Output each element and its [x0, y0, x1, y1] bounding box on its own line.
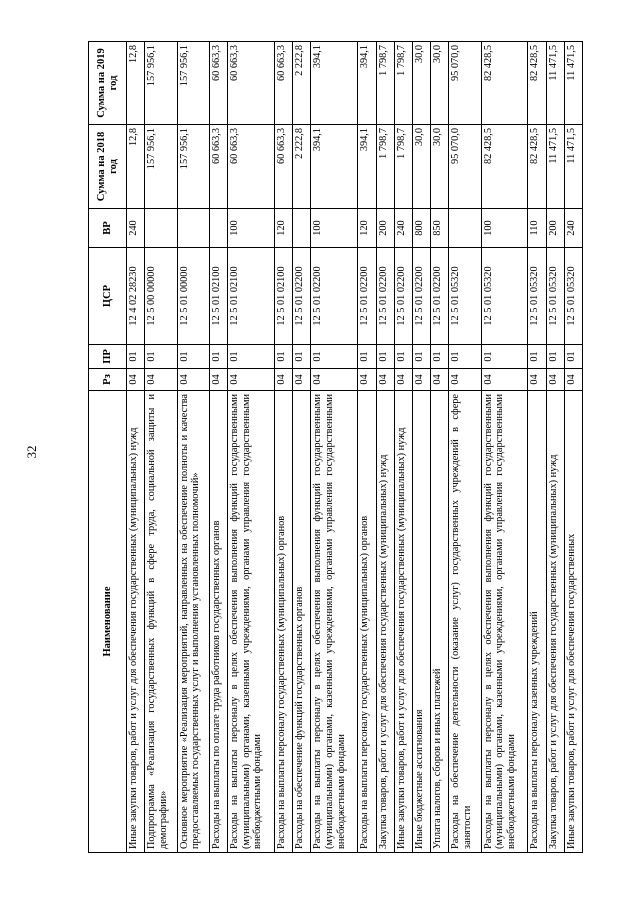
cell-name: Расходы на выплаты персоналу государственных (муниципальных) органов: [358, 391, 376, 853]
cell-pr: 01: [376, 345, 394, 369]
cell-sum-2018: 2 222,8: [293, 125, 311, 209]
cell-pr: 01: [358, 345, 376, 369]
cell-rz: 04: [376, 369, 394, 391]
cell-name: Иные закупки товаров, работ и услуг для обеспечения государственных: [564, 391, 582, 853]
cell-csr: 12 5 01 05320: [564, 248, 582, 345]
cell-vr: 800: [412, 209, 430, 248]
cell-sum-2018: 82 428,5: [528, 125, 546, 209]
cell-sum-2018: 60 663,3: [210, 125, 228, 209]
cell-csr: 12 5 01 02100: [228, 248, 275, 345]
cell-csr: 12 5 01 02200: [311, 248, 358, 345]
cell-pr: 01: [293, 345, 311, 369]
cell-name: Расходы на выплаты персоналу в целях обеспечения выполнения функций государственными (муниципальными) органами, казенными учреждениями, органами управления государственными внебюджетными фондами: [311, 391, 358, 853]
cell-rz: 04: [311, 369, 358, 391]
cell-vr: 240: [394, 209, 412, 248]
cell-name: Расходы на обеспечение функций государственных органов: [293, 391, 311, 853]
cell-csr: 12 5 00 00000: [145, 248, 178, 345]
cell-csr: 12 5 01 02200: [358, 248, 376, 345]
cell-rz: 04: [546, 369, 564, 391]
cell-csr: 12 5 01 02200: [412, 248, 430, 345]
cell-pr: 01: [311, 345, 358, 369]
table-row: [564, 42, 582, 853]
cell-name: Расходы на выплаты персоналу казенных учреждений: [528, 391, 546, 853]
cell-name: Расходы на выплаты персоналу государственных (муниципальных) органов: [275, 391, 293, 853]
cell-sum-2019: 11 471,5: [564, 42, 582, 125]
cell-name: Иные закупки товаров, работ и услуг для обеспечения государственных (муниципальных) нужд: [127, 391, 145, 853]
cell-sum-2019: 95 070,0: [449, 42, 482, 125]
cell-pr: 01: [145, 345, 178, 369]
cell-pr: 01: [481, 345, 528, 369]
cell-sum-2018: 394,1: [358, 125, 376, 209]
cell-sum-2018: 157 956,1: [145, 125, 178, 209]
cell-sum-2018: 12,8: [127, 125, 145, 209]
cell-sum-2019: 82 428,5: [481, 42, 528, 125]
cell-vr: 240: [564, 209, 582, 248]
cell-sum-2018: 95 070,0: [449, 125, 482, 209]
cell-sum-2018: 11 471,5: [546, 125, 564, 209]
cell-vr: 100: [311, 209, 358, 248]
header-name: Наименование: [89, 391, 127, 853]
cell-rz: 04: [275, 369, 293, 391]
table-row: [546, 42, 564, 853]
cell-rz: 04: [394, 369, 412, 391]
cell-sum-2019: 394,1: [311, 42, 358, 125]
cell-name: Основное мероприятие «Реализация мероприятий, направленных на обеспечение полноты и качества предоставляемых государственных услуг и выполнения установленных полномочий»: [177, 391, 210, 853]
cell-rz: 04: [412, 369, 430, 391]
table-row: [228, 42, 275, 853]
cell-sum-2019: 60 663,3: [210, 42, 228, 125]
cell-csr: 12 5 01 05320: [449, 248, 482, 345]
header-vr: ВР: [89, 209, 127, 248]
cell-sum-2019: 1 798,7: [376, 42, 394, 125]
cell-name: Иные закупки товаров, работ и услуг для обеспечения государственных (муниципальных) нужд: [394, 391, 412, 853]
cell-name: Расходы на выплаты по оплате труда работников государственных органов: [210, 391, 228, 853]
cell-vr: 100: [481, 209, 528, 248]
cell-rz: 04: [127, 369, 145, 391]
cell-pr: 01: [430, 345, 448, 369]
cell-csr: 12 5 01 02200: [394, 248, 412, 345]
cell-sum-2019: 1 798,7: [394, 42, 412, 125]
table-row: [145, 42, 178, 853]
table-header-row: [89, 42, 127, 853]
cell-rz: 04: [449, 369, 482, 391]
cell-sum-2018: 82 428,5: [481, 125, 528, 209]
cell-rz: 04: [430, 369, 448, 391]
cell-name: Расходы на выплаты персоналу в целях обеспечения выполнения функций государственными (муниципальными) органами, казенными учреждениями, органами управления государственными внебюджетными фондами: [481, 391, 528, 853]
cell-rz: 04: [210, 369, 228, 391]
cell-pr: 01: [394, 345, 412, 369]
cell-sum-2018: 30,0: [412, 125, 430, 209]
cell-csr: 12 5 01 02100: [275, 248, 293, 345]
cell-rz: 04: [528, 369, 546, 391]
cell-rz: 04: [358, 369, 376, 391]
page-number: 32: [24, 445, 39, 459]
cell-vr: [145, 209, 178, 248]
cell-csr: 12 5 01 02100: [210, 248, 228, 345]
table-row: [358, 42, 376, 853]
cell-pr: 01: [528, 345, 546, 369]
cell-sum-2018: 1 798,7: [376, 125, 394, 209]
cell-name: Закупка товаров, работ и услуг для обеспечения государственных (муниципальных) нужд: [376, 391, 394, 853]
cell-csr: 12 5 01 00000: [177, 248, 210, 345]
cell-rz: 04: [564, 369, 582, 391]
cell-pr: 01: [177, 345, 210, 369]
header-sum-2019: Сумма на 2019 год: [89, 42, 127, 125]
table-row: [127, 42, 145, 853]
cell-name: Иные бюджетные ассигнования: [412, 391, 430, 853]
cell-csr: 12 5 01 02200: [430, 248, 448, 345]
table-row: [177, 42, 210, 853]
header-csr: ЦСР: [89, 248, 127, 345]
cell-rz: 04: [293, 369, 311, 391]
cell-vr: 110: [528, 209, 546, 248]
header-rz: Рз: [89, 369, 127, 391]
cell-sum-2019: 394,1: [358, 42, 376, 125]
cell-csr: 12 5 01 02200: [293, 248, 311, 345]
cell-pr: 01: [564, 345, 582, 369]
cell-vr: [177, 209, 210, 248]
cell-vr: [449, 209, 482, 248]
cell-csr: 12 4 02 28230: [127, 248, 145, 345]
table-row: [481, 42, 528, 853]
cell-sum-2018: 394,1: [311, 125, 358, 209]
cell-sum-2018: 157 956,1: [177, 125, 210, 209]
header-pr: ПР: [89, 345, 127, 369]
cell-vr: 200: [546, 209, 564, 248]
cell-sum-2019: 60 663,3: [228, 42, 275, 125]
cell-sum-2018: 60 663,3: [228, 125, 275, 209]
cell-sum-2018: 1 798,7: [394, 125, 412, 209]
cell-vr: 240: [127, 209, 145, 248]
cell-sum-2019: 30,0: [430, 42, 448, 125]
table-row: [412, 42, 430, 853]
cell-vr: [293, 209, 311, 248]
cell-pr: 01: [412, 345, 430, 369]
cell-vr: 100: [228, 209, 275, 248]
cell-sum-2018: 30,0: [430, 125, 448, 209]
rotated-page-content: [88, 42, 583, 853]
cell-csr: 12 5 01 05320: [528, 248, 546, 345]
table-row: [376, 42, 394, 853]
table-row: [528, 42, 546, 853]
table-body: [127, 42, 583, 853]
cell-csr: 12 5 01 05320: [546, 248, 564, 345]
cell-name: Закупка товаров, работ и услуг для обеспечения государственных (муниципальных) нужд: [546, 391, 564, 853]
cell-sum-2019: 12,8: [127, 42, 145, 125]
cell-name: Уплата налогов, сборов и иных платежей: [430, 391, 448, 853]
cell-pr: 01: [275, 345, 293, 369]
cell-vr: 120: [358, 209, 376, 248]
cell-vr: 850: [430, 209, 448, 248]
cell-pr: 01: [210, 345, 228, 369]
header-sum-2018: Сумма на 2018 год: [89, 125, 127, 209]
cell-sum-2018: 60 663,3: [275, 125, 293, 209]
cell-rz: 04: [177, 369, 210, 391]
cell-csr: 12 5 01 02200: [376, 248, 394, 345]
cell-sum-2019: 82 428,5: [528, 42, 546, 125]
cell-rz: 04: [481, 369, 528, 391]
cell-rz: 04: [145, 369, 178, 391]
table-row: [293, 42, 311, 853]
table-row: [275, 42, 293, 853]
table-row: [394, 42, 412, 853]
table-row: [430, 42, 448, 853]
cell-vr: [210, 209, 228, 248]
cell-sum-2019: 157 956,1: [145, 42, 178, 125]
cell-csr: 12 5 01 05320: [481, 248, 528, 345]
cell-pr: 01: [449, 345, 482, 369]
table-row: [311, 42, 358, 853]
budget-table: [88, 41, 583, 853]
cell-sum-2018: 11 471,5: [564, 125, 582, 209]
cell-name: Расходы на обеспечение деятельности (оказание услуг) государственных учреждений в сфере занятости: [449, 391, 482, 853]
cell-name: Расходы на выплаты персоналу в целях обеспечения выполнения функций государственными (муниципальными) органами, казенными учреждениями, органами управления государственными внебюджетными фондами: [228, 391, 275, 853]
cell-sum-2019: 157 956,1: [177, 42, 210, 125]
cell-vr: 120: [275, 209, 293, 248]
cell-sum-2019: 60 663,3: [275, 42, 293, 125]
cell-name: Подпрограмма «Реализация государственных функций в сфере труда, социальной защиты и демографии»: [145, 391, 178, 853]
cell-pr: 01: [127, 345, 145, 369]
cell-sum-2019: 30,0: [412, 42, 430, 125]
cell-pr: 01: [228, 345, 275, 369]
cell-rz: 04: [228, 369, 275, 391]
cell-vr: 200: [376, 209, 394, 248]
cell-pr: 01: [546, 345, 564, 369]
cell-sum-2019: 2 222,8: [293, 42, 311, 125]
table-row: [210, 42, 228, 853]
table-row: [449, 42, 482, 853]
cell-sum-2019: 11 471,5: [546, 42, 564, 125]
